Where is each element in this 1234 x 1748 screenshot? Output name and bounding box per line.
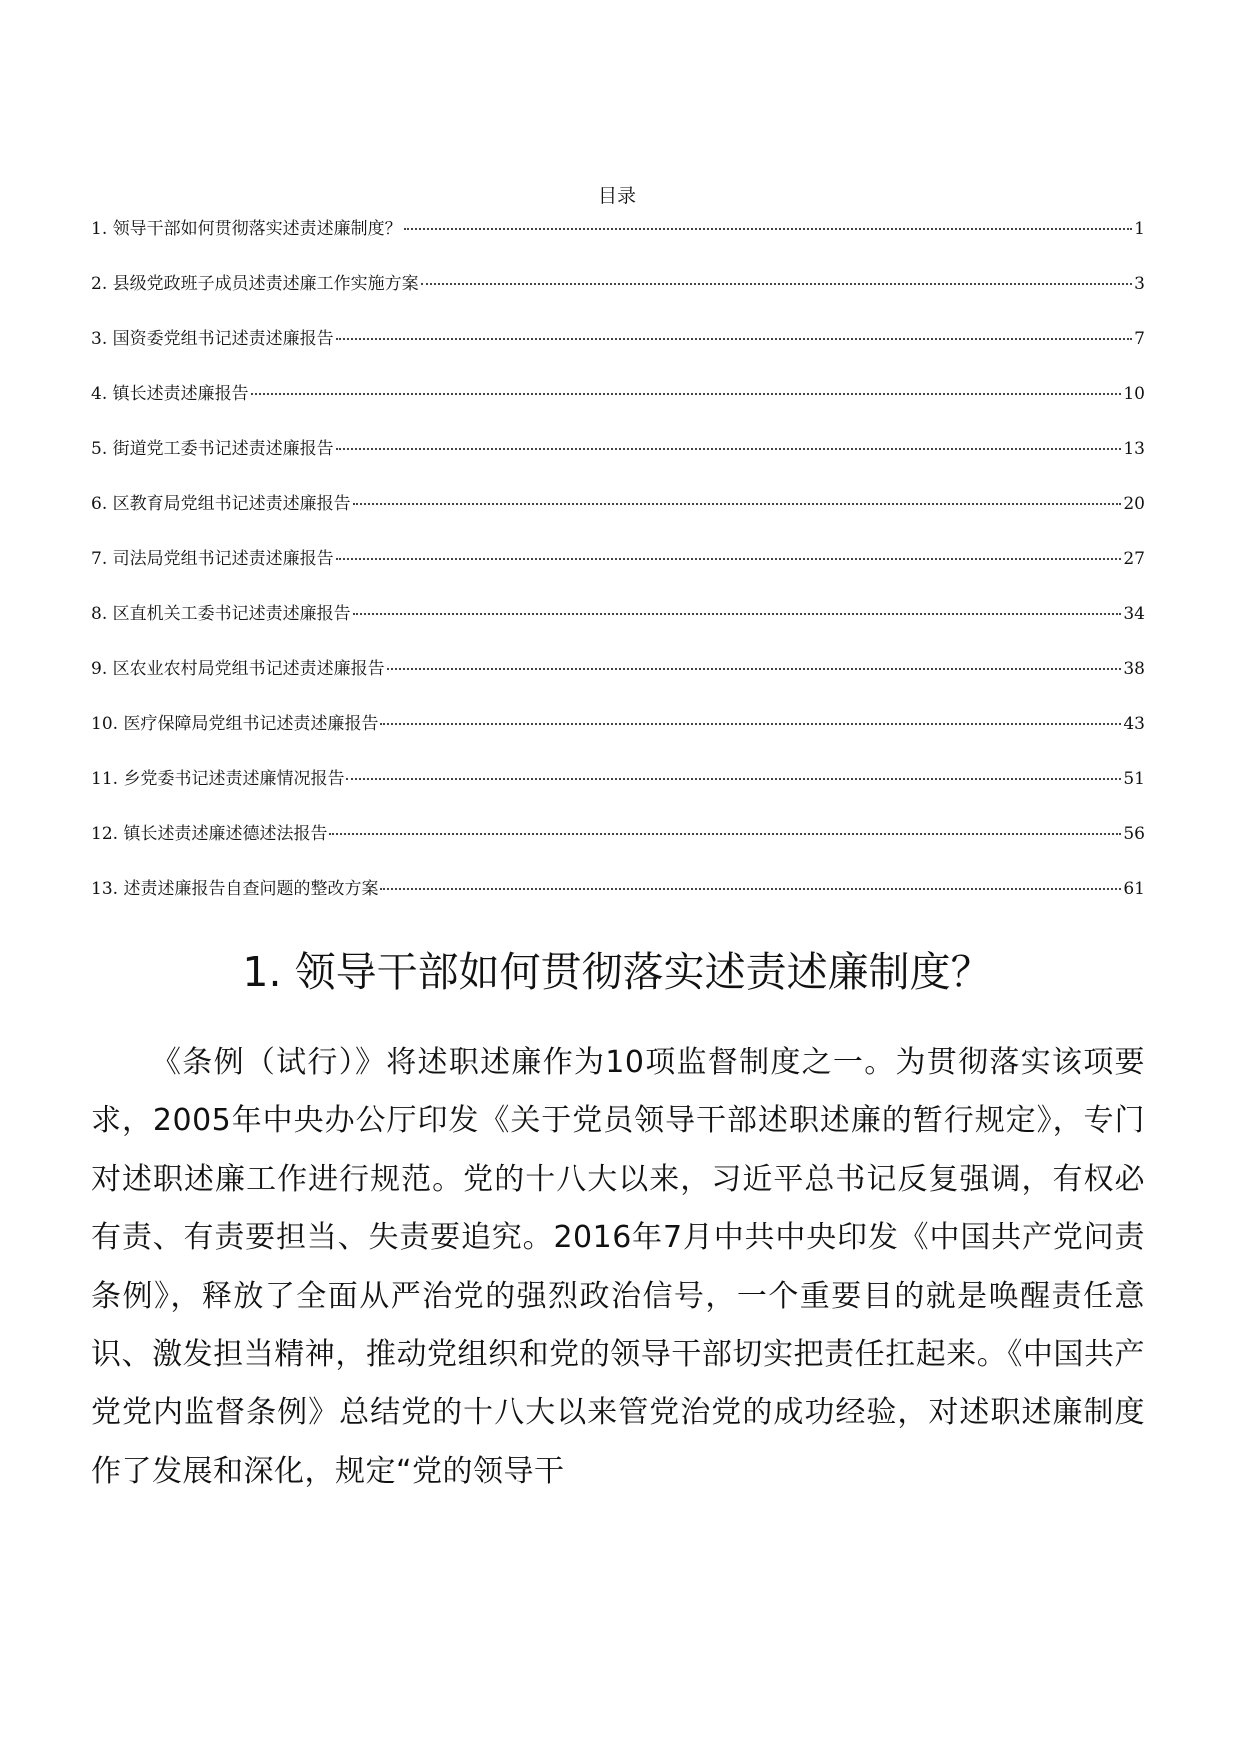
toc-entry-page: 27 bbox=[1123, 549, 1145, 569]
toc-entry-label: 13. 述责述廉报告自查问题的整改方案 bbox=[91, 879, 379, 899]
toc-entry-label: 7. 司法局党组书记述责述廉报告 bbox=[91, 549, 334, 569]
toc-entry-page: 61 bbox=[1123, 879, 1145, 899]
toc-title: 目录 bbox=[597, 185, 636, 207]
toc-entry-11[interactable] bbox=[91, 768, 1145, 823]
toc-entry-page: 10 bbox=[1123, 384, 1145, 404]
toc-entry-12[interactable] bbox=[91, 823, 1145, 878]
body-paragraph: 《条例（试行）》将述职述廉作为10项监督制度之一。为贯彻落实该项要求，2005年中央办公厅印发《关于党员领导干部述职述廉的暂行规定》，专门对述职述廉工作进行规范。党的十八大以来，习近平总书记反复强调，有权必有责、有责要担当、失责要追究。2016年7月中共中央印发《中国共产党问责条例》，释放了全面从严治党的强烈政治信号，一个重要目的就是唤醒责任意识、激发担当精神，推动党组织和党的领导干部切实把责任扛起来。《中国共产党党内监督条例》总结党的十八大以来管党治党的成功经验，对述职述廉制度作了发展和深化，规定“党的领导干 bbox=[91, 1045, 1145, 1489]
toc-dot-leader bbox=[336, 338, 1133, 340]
toc-entry-10[interactable] bbox=[91, 713, 1145, 768]
toc-entry-page: 7 bbox=[1134, 329, 1145, 349]
toc-entry-label: 3. 国资委党组书记述责述廉报告 bbox=[91, 329, 334, 349]
toc-entry-6[interactable] bbox=[91, 493, 1145, 548]
toc-dot-leader bbox=[387, 668, 1122, 670]
toc-dot-leader bbox=[336, 558, 1122, 560]
toc-dot-leader bbox=[353, 503, 1122, 505]
toc-dot-leader bbox=[251, 393, 1122, 395]
toc-entry-13[interactable] bbox=[91, 878, 1145, 933]
toc-entry-page: 38 bbox=[1123, 659, 1145, 679]
toc-entry-2[interactable] bbox=[91, 273, 1145, 328]
toc-entry-page: 13 bbox=[1123, 439, 1145, 459]
toc-entry-page: 20 bbox=[1123, 494, 1145, 514]
toc-entry-page: 1 bbox=[1134, 219, 1145, 239]
toc-dot-leader bbox=[346, 778, 1121, 780]
toc-entry-page: 3 bbox=[1134, 274, 1145, 294]
table-of-contents bbox=[91, 218, 1145, 933]
toc-entry-label: 6. 区教育局党组书记述责述廉报告 bbox=[91, 494, 351, 514]
toc-dot-leader bbox=[353, 613, 1122, 615]
toc-entry-label: 10. 医疗保障局党组书记述责述廉报告 bbox=[91, 714, 379, 734]
toc-entry-page: 56 bbox=[1123, 824, 1145, 844]
toc-entry-label: 9. 区农业农村局党组书记述责述廉报告 bbox=[91, 659, 385, 679]
toc-entry-7[interactable] bbox=[91, 548, 1145, 603]
toc-entry-3[interactable] bbox=[91, 328, 1145, 383]
toc-entry-page: 51 bbox=[1123, 769, 1145, 789]
toc-entry-page: 43 bbox=[1123, 714, 1145, 734]
toc-entry-label: 12. 镇长述责述廉述德述法报告 bbox=[91, 824, 328, 844]
toc-dot-leader bbox=[404, 228, 1133, 230]
toc-dot-leader bbox=[329, 833, 1121, 835]
toc-entry-label: 4. 镇长述责述廉报告 bbox=[91, 384, 249, 404]
toc-entry-label: 8. 区直机关工委书记述责述廉报告 bbox=[91, 604, 351, 624]
toc-entry-9[interactable] bbox=[91, 658, 1145, 713]
toc-entry-page: 34 bbox=[1123, 604, 1145, 624]
toc-entry-5[interactable] bbox=[91, 438, 1145, 493]
toc-dot-leader bbox=[380, 723, 1121, 725]
toc-dot-leader bbox=[380, 888, 1121, 890]
toc-entry-label: 11. 乡党委书记述责述廉情况报告 bbox=[91, 769, 345, 789]
toc-entry-label: 2. 县级党政班子成员述责述廉工作实施方案 bbox=[91, 274, 419, 294]
toc-entry-label: 5. 街道党工委书记述责述廉报告 bbox=[91, 439, 334, 459]
toc-dot-leader bbox=[421, 283, 1133, 285]
toc-entry-label: 1. 领导干部如何贯彻落实述责述廉制度？ bbox=[91, 219, 402, 239]
toc-entry-1[interactable] bbox=[91, 218, 1145, 273]
section-heading: 1. 领导干部如何贯彻落实述责述廉制度？ bbox=[242, 948, 992, 996]
toc-dot-leader bbox=[336, 448, 1122, 450]
toc-entry-4[interactable] bbox=[91, 383, 1145, 438]
toc-entry-8[interactable] bbox=[91, 603, 1145, 658]
